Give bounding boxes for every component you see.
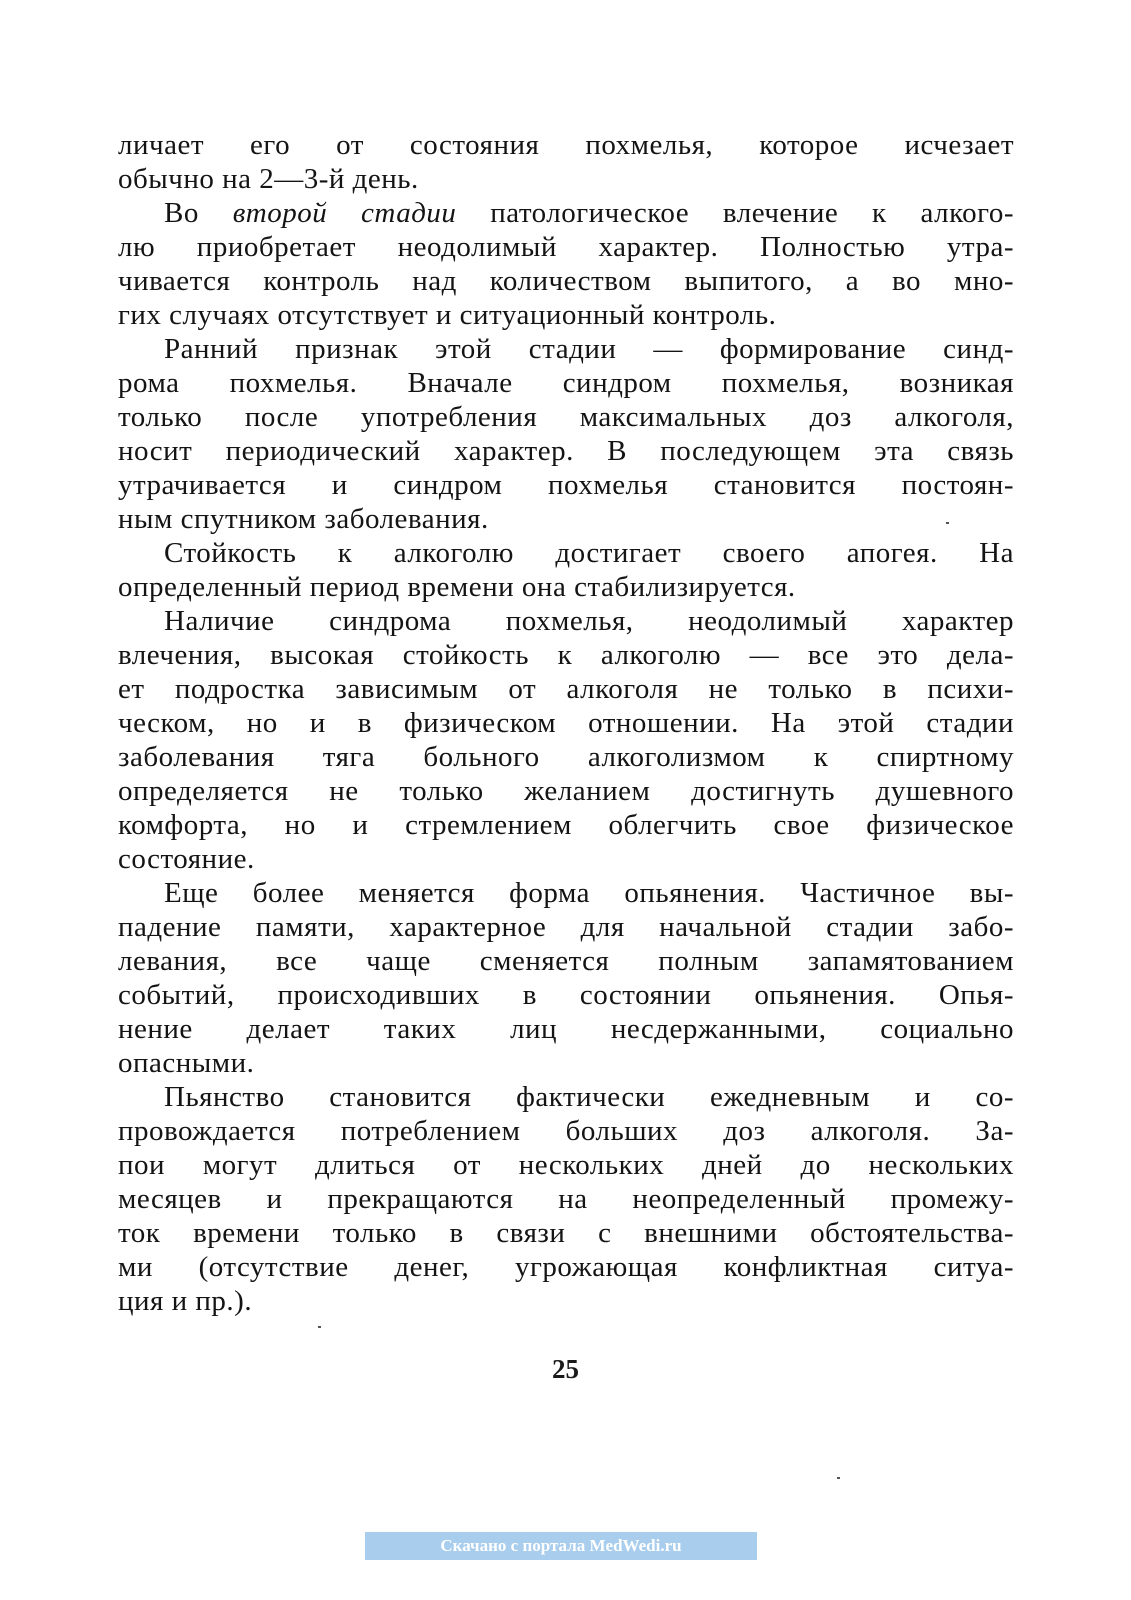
scan-speck xyxy=(946,522,949,524)
text-line: обычно на 2—3-й день. xyxy=(118,163,419,195)
text-line: нение делает таких лиц несдержанными, социально xyxy=(118,1013,1014,1045)
text-line: Еще более меняется форма опьянения. Частичное вы- xyxy=(164,877,1014,909)
scan-speck xyxy=(837,1477,840,1479)
text-line: левания, все чаще сменяется полным запамятованием xyxy=(118,945,1014,977)
text-line: событий, происходивших в состоянии опьянения. Опья- xyxy=(118,979,1014,1011)
scan-speck xyxy=(318,1326,321,1328)
emphasized-term: второй стадии xyxy=(232,197,457,229)
text-line: ми (отсутствие денег, угрожающая конфликтная ситуа- xyxy=(118,1251,1014,1283)
text-line: месяцев и прекращаются на неопределенный промежу- xyxy=(118,1183,1014,1215)
text-line: Пьянство становится фактически ежедневным и со- xyxy=(164,1081,1014,1113)
text-line: состояние. xyxy=(118,843,255,875)
text-line: падение памяти, характерное для начальной стадии забо- xyxy=(118,911,1014,943)
text-line: носит периодический характер. В последующем эта связь xyxy=(118,435,1014,467)
text-line: ция и пр.). xyxy=(118,1285,253,1317)
text-line: опасными. xyxy=(118,1047,255,1079)
page-body-text xyxy=(118,128,1014,1318)
text-line: рома похмелья. Вначале синдром похмелья, возникая xyxy=(118,367,1014,399)
text-line: Наличие синдрома похмелья, неодолимый характер xyxy=(164,605,1014,637)
text-line xyxy=(118,196,1014,230)
text-line: утрачивается и синдром похмелья становится постоян- xyxy=(118,469,1014,501)
text-line: личает его от состояния похмелья, которое исчезает xyxy=(118,129,1014,161)
text-line: только после употребления максимальных доз алкоголя, xyxy=(118,401,1014,433)
text-line: лю приобретает неодолимый характер. Полностью утра- xyxy=(118,231,1014,263)
text-line: определенный период времени она стабилизируется. xyxy=(118,571,796,603)
text-segment: Во xyxy=(164,197,233,229)
page-number: 25 xyxy=(552,1354,579,1384)
text-line: гих случаях отсутствует и ситуационный контроль. xyxy=(118,299,777,331)
text-line: Ранний признак этой стадии — формирование синд- xyxy=(164,333,1014,365)
text-line: влечения, высокая стойкость к алкоголю — все это дела- xyxy=(118,639,1014,671)
text-line: ческом, но и в физическом отношении. На этой стадии xyxy=(118,707,1014,739)
text-line: Стойкость к алкоголю достигает своего апогея. На xyxy=(164,537,1014,569)
text-line: комфорта, но и стремлением облегчить свое физическое xyxy=(118,809,1014,841)
text-line: определяется не только желанием достигнуть душевного xyxy=(118,775,1014,807)
text-line: ным спутником заболевания. xyxy=(118,503,489,535)
text-line: чивается контроль над количеством выпитого, а во мно- xyxy=(118,265,1014,297)
text-line: ет подростка зависимым от алкоголя не только в психи- xyxy=(118,673,1014,705)
text-line: пои могут длиться от нескольких дней до нескольких xyxy=(118,1149,1014,1181)
text-line: заболевания тяга больного алкоголизмом к спиртному xyxy=(118,741,1014,773)
text-line: ток времени только в связи с внешними обстоятельства- xyxy=(118,1217,1014,1249)
watermark-banner: Скачано с портала MedWedi.ru xyxy=(365,1532,757,1560)
text-segment: патологическое влечение к алкого- xyxy=(456,197,1015,229)
text-line: провождается потреблением больших доз алкоголя. За- xyxy=(118,1115,1014,1147)
